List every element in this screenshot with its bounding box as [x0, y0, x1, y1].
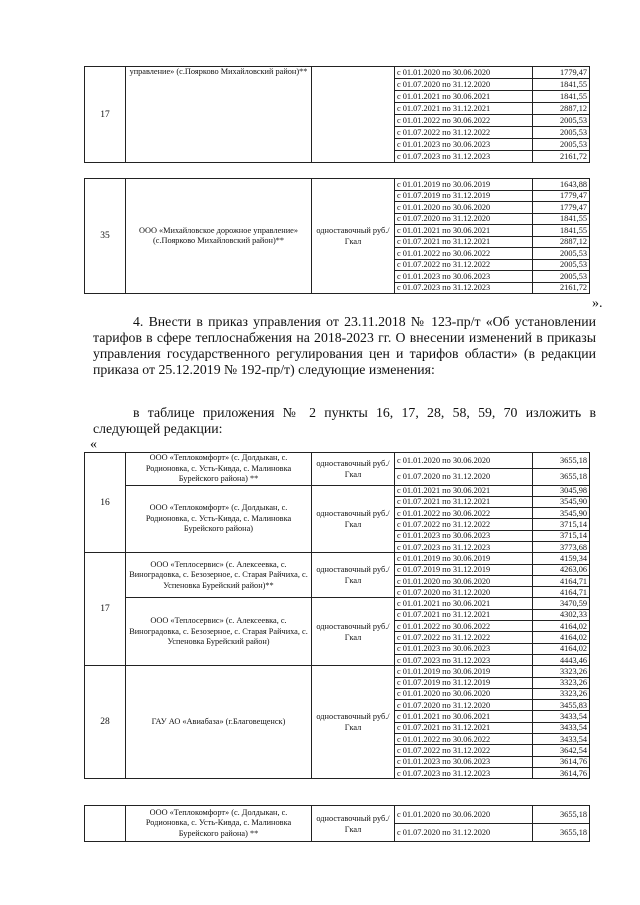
price-cell: 2887,12: [533, 103, 590, 115]
price-cell: 4164,02: [533, 643, 590, 654]
period-cell: с 01.07.2019 по 31.12.2019: [395, 564, 533, 575]
period-cell: с 01.07.2023 по 31.12.2023: [395, 541, 533, 552]
price-cell: 2005,53: [533, 139, 590, 151]
price-cell: 1841,55: [533, 225, 590, 237]
price-cell: 3773,68: [533, 541, 590, 552]
price-cell: 1779,47: [533, 190, 590, 202]
period-cell: с 01.07.2021 по 31.12.2021: [395, 496, 533, 507]
unit-cell: одноставочный руб./Гкал: [312, 485, 395, 553]
period-cell: с 01.01.2023 по 30.06.2023: [395, 643, 533, 654]
organization-cell: ООО «Теплосервис» (с. Алексеевка, с. Виноградовка, с. Безозерное, с. Старая Райчиха, с. Успеновка Бурейский район): [126, 598, 312, 666]
closing-quote: ».: [592, 296, 603, 311]
price-cell: 1643,88: [533, 179, 590, 191]
price-cell: 3455,83: [533, 700, 590, 711]
period-cell: с 01.01.2023 по 30.06.2023: [395, 756, 533, 767]
period-cell: с 01.01.2020 по 30.06.2020: [395, 806, 533, 824]
unit-cell: одноставочный руб./Гкал: [312, 553, 395, 598]
price-cell: 3642,54: [533, 745, 590, 756]
price-cell: 4164,71: [533, 575, 590, 586]
price-cell: 2005,53: [533, 259, 590, 271]
item-number-cell: [85, 806, 126, 842]
price-cell: 2005,53: [533, 127, 590, 139]
price-cell: 2005,53: [533, 115, 590, 127]
price-cell: 3323,26: [533, 688, 590, 699]
table-row: [85, 806, 590, 824]
opening-quote: «: [90, 437, 97, 452]
period-cell: с 01.01.2021 по 30.06.2021: [395, 91, 533, 103]
tariff-table-b: [84, 178, 590, 294]
period-cell: с 01.07.2023 по 31.12.2023: [395, 282, 533, 294]
period-cell: с 01.01.2020 по 30.06.2020: [395, 688, 533, 699]
organization-cell: ГАУ АО «Авиабаза» (г.Благовещенск): [126, 666, 312, 779]
price-cell: 3433,54: [533, 734, 590, 745]
table-row: [85, 453, 590, 469]
price-cell: 3655,18: [533, 469, 590, 485]
price-cell: 2005,53: [533, 248, 590, 260]
organization-cell: ООО «Михайловское дорожное управление» (с.Поярково Михайловский район)**: [126, 179, 312, 294]
period-cell: с 01.07.2021 по 31.12.2021: [395, 722, 533, 733]
period-cell: с 01.01.2023 по 30.06.2023: [395, 139, 533, 151]
unit-cell: одноставочный руб./Гкал: [312, 453, 395, 486]
item-number-cell: 16: [85, 453, 126, 553]
period-cell: с 01.07.2020 по 31.12.2020: [395, 79, 533, 91]
period-cell: с 01.01.2021 по 30.06.2021: [395, 485, 533, 496]
tariff-table-c: [84, 452, 590, 779]
price-cell: 3545,90: [533, 508, 590, 519]
period-cell: с 01.07.2020 по 31.12.2020: [395, 700, 533, 711]
price-cell: 4159,34: [533, 553, 590, 564]
item-number-cell: 17: [85, 553, 126, 666]
period-cell: с 01.07.2022 по 31.12.2022: [395, 632, 533, 643]
price-cell: 1779,47: [533, 67, 590, 79]
period-cell: с 01.01.2020 по 30.06.2020: [395, 453, 533, 469]
price-cell: 3614,76: [533, 756, 590, 767]
unit-cell: одноставочный руб./Гкал: [312, 806, 395, 842]
period-cell: с 01.01.2022 по 30.06.2022: [395, 115, 533, 127]
price-cell: 4164,02: [533, 632, 590, 643]
table-row: [85, 666, 590, 677]
paragraph-4: 4. Внести в приказ управления от 23.11.2018 № 123-пр/т «Об установлении тарифов в сфере теплоснабжения на 2018-2023 гг. О внесении изменений в приказы управления государственного регулирования цен и тарифов области» (в редакции приказа от 25.12.2019 № 192-пр/т) следующие изменения:: [93, 314, 596, 377]
table-row: [85, 179, 590, 191]
organization-cell: ООО «Теплокомфорт» (с. Долдыкан, с. Родионовка, с. Усть-Кивда, с. Малиновка Бурейского района) **: [126, 806, 312, 842]
period-cell: с 01.07.2022 по 31.12.2022: [395, 519, 533, 530]
period-cell: с 01.07.2022 по 31.12.2022: [395, 127, 533, 139]
unit-cell: одноставочный руб./Гкал: [312, 598, 395, 666]
price-cell: 3545,90: [533, 496, 590, 507]
price-cell: 3715,14: [533, 519, 590, 530]
item-number-cell: 28: [85, 666, 126, 779]
period-cell: с 01.01.2022 по 30.06.2022: [395, 508, 533, 519]
price-cell: 3323,26: [533, 666, 590, 677]
period-cell: с 01.07.2022 по 31.12.2022: [395, 745, 533, 756]
price-cell: 1841,55: [533, 91, 590, 103]
period-cell: с 01.01.2022 по 30.06.2022: [395, 734, 533, 745]
period-cell: с 01.01.2020 по 30.06.2020: [395, 202, 533, 214]
period-cell: с 01.01.2020 по 30.06.2020: [395, 67, 533, 79]
period-cell: с 01.01.2020 по 30.06.2020: [395, 575, 533, 586]
unit-cell: одноставочный руб./Гкал: [312, 179, 395, 294]
item-number-cell: 35: [85, 179, 126, 294]
period-cell: с 01.07.2022 по 31.12.2022: [395, 259, 533, 271]
unit-cell: одноставочный руб./Гкал: [312, 666, 395, 779]
period-cell: с 01.01.2022 по 30.06.2022: [395, 248, 533, 260]
table-row: [85, 553, 590, 564]
price-cell: 2161,72: [533, 151, 590, 163]
tariff-table-d: [84, 805, 590, 842]
period-cell: с 01.07.2020 по 31.12.2020: [395, 213, 533, 225]
price-cell: 4443,46: [533, 654, 590, 665]
price-cell: 4164,02: [533, 621, 590, 632]
paragraph-body: [93, 405, 596, 437]
price-cell: 3614,76: [533, 767, 590, 778]
price-cell: 3655,18: [533, 453, 590, 469]
price-cell: 4263,06: [533, 564, 590, 575]
paragraph-heading: [93, 314, 596, 378]
period-cell: с 01.07.2023 по 31.12.2023: [395, 654, 533, 665]
price-cell: 2005,53: [533, 271, 590, 283]
price-cell: 1841,55: [533, 79, 590, 91]
price-cell: 1779,47: [533, 202, 590, 214]
period-cell: с 01.07.2023 по 31.12.2023: [395, 151, 533, 163]
period-cell: с 01.07.2021 по 31.12.2021: [395, 103, 533, 115]
table-row: [85, 67, 590, 79]
period-cell: с 01.07.2019 по 31.12.2019: [395, 677, 533, 688]
price-cell: 3715,14: [533, 530, 590, 541]
period-cell: с 01.01.2022 по 30.06.2022: [395, 621, 533, 632]
price-cell: 3655,18: [533, 824, 590, 842]
price-cell: 2887,12: [533, 236, 590, 248]
price-cell: 3433,54: [533, 722, 590, 733]
period-cell: с 01.01.2021 по 30.06.2021: [395, 711, 533, 722]
price-cell: 3655,18: [533, 806, 590, 824]
period-cell: с 01.07.2023 по 31.12.2023: [395, 767, 533, 778]
period-cell: с 01.01.2019 по 30.06.2019: [395, 553, 533, 564]
period-cell: с 01.01.2021 по 30.06.2021: [395, 598, 533, 609]
period-cell: с 01.07.2020 по 31.12.2020: [395, 587, 533, 598]
organization-cell: управление» (с.Поярково Михайловский район)**: [126, 67, 312, 163]
tariff-table-a: [84, 66, 590, 163]
period-cell: с 01.01.2023 по 30.06.2023: [395, 530, 533, 541]
period-cell: с 01.07.2021 по 31.12.2021: [395, 236, 533, 248]
price-cell: 2161,72: [533, 282, 590, 294]
period-cell: с 01.01.2021 по 30.06.2021: [395, 225, 533, 237]
organization-cell: ООО «Теплокомфорт» (с. Долдыкан, с. Родионовка, с. Усть-Кивда, с. Малиновка Бурейского района): [126, 485, 312, 553]
price-cell: 3433,54: [533, 711, 590, 722]
table-row: [85, 598, 590, 609]
organization-cell: ООО «Теплосервис» (с. Алексеевка, с. Виноградовка, с. Безозерное, с. Старая Райчиха, с. Успеновка Бурейский район)**: [126, 553, 312, 598]
paragraph-body-text: в таблице приложения № 2 пункты 16, 17, 28, 58, 59, 70 изложить в следующей редакции:: [93, 405, 596, 436]
period-cell: с 01.07.2020 по 31.12.2020: [395, 469, 533, 485]
price-cell: 4164,71: [533, 587, 590, 598]
period-cell: с 01.01.2019 по 30.06.2019: [395, 666, 533, 677]
period-cell: с 01.07.2021 по 31.12.2021: [395, 609, 533, 620]
item-number-cell: 17: [85, 67, 126, 163]
price-cell: 1841,55: [533, 213, 590, 225]
price-cell: 3323,26: [533, 677, 590, 688]
organization-cell: ООО «Теплокомфорт» (с. Долдыкан, с. Родионовка, с. Усть-Кивда, с. Малиновка Бурейского района) **: [126, 453, 312, 486]
period-cell: с 01.07.2019 по 31.12.2019: [395, 190, 533, 202]
table-row: [85, 485, 590, 496]
period-cell: с 01.01.2023 по 30.06.2023: [395, 271, 533, 283]
price-cell: 4302,33: [533, 609, 590, 620]
unit-cell: [312, 67, 395, 163]
price-cell: 3470,59: [533, 598, 590, 609]
period-cell: с 01.07.2020 по 31.12.2020: [395, 824, 533, 842]
price-cell: 3045,98: [533, 485, 590, 496]
period-cell: с 01.01.2019 по 30.06.2019: [395, 179, 533, 191]
